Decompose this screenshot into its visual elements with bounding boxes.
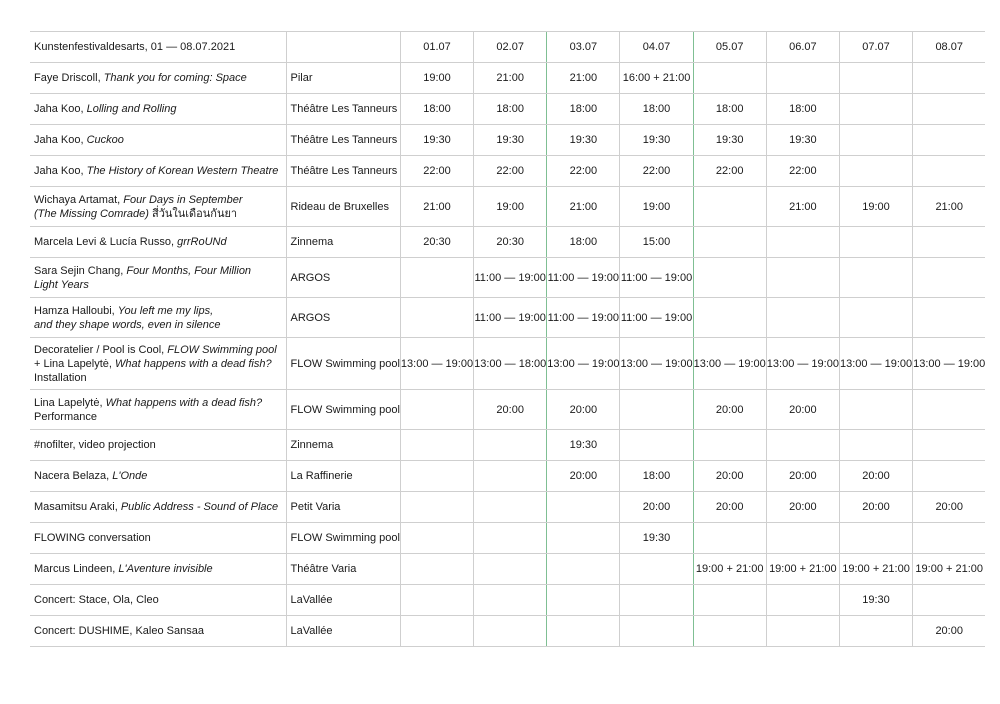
time-cell: 19:00 + 21:00 (693, 554, 766, 585)
time-cell (474, 554, 547, 585)
time-cell: 20:00 (766, 390, 839, 430)
time-cell (766, 430, 839, 461)
time-cell: 20:00 (839, 461, 912, 492)
event-text: Wichaya Artamat, (34, 193, 124, 206)
event-title (30, 390, 286, 430)
event-title (30, 492, 286, 523)
time-cell: 13:00 — 19:00 (547, 338, 620, 390)
event-title (30, 461, 286, 492)
time-cell: 19:30 (839, 585, 912, 616)
time-cell: 20:00 (474, 390, 547, 430)
festival-title: Kunstenfestivaldesarts, 01 — 08.07.2021 (30, 32, 286, 63)
venue-cell: Théâtre Varia (286, 554, 400, 585)
date-header: 01.07 (400, 32, 473, 63)
work-title: Light Years (34, 278, 89, 291)
time-cell: 13:00 — 19:00 (766, 338, 839, 390)
event-title (30, 430, 286, 461)
event-row (30, 585, 985, 616)
event-text: Performance (34, 410, 97, 423)
time-cell (400, 390, 473, 430)
time-cell: 22:00 (547, 156, 620, 187)
time-cell: 20:00 (839, 492, 912, 523)
time-cell: 19:30 (693, 125, 766, 156)
time-cell: 19:30 (400, 125, 473, 156)
time-cell: 20:00 (766, 492, 839, 523)
time-cell (839, 258, 912, 298)
venue-cell: ARGOS (286, 298, 400, 338)
event-text: #nofilter, video projection (34, 439, 156, 451)
time-cell: 18:00 (400, 94, 473, 125)
time-cell (400, 554, 473, 585)
event-title-line (34, 71, 286, 85)
time-cell: 19:00 (474, 187, 547, 227)
event-text: Marcela Levi & Lucía Russo, (34, 236, 178, 248)
time-cell: 22:00 (693, 156, 766, 187)
event-row (30, 298, 985, 338)
time-cell (839, 227, 912, 258)
work-title: FLOW Swimming pool (167, 343, 277, 356)
event-row (30, 554, 985, 585)
event-title-line (34, 371, 286, 385)
event-title-line (34, 193, 286, 207)
date-header: 02.07 (474, 32, 547, 63)
time-cell (913, 390, 986, 430)
time-cell: 11:00 — 19:00 (547, 298, 620, 338)
time-cell: 18:00 (474, 94, 547, 125)
time-cell: 16:00 + 21:00 (620, 63, 693, 94)
event-title-line (34, 235, 286, 249)
time-cell (474, 616, 547, 647)
time-cell: 20:00 (693, 492, 766, 523)
event-text: Concert: Stace, Ola, Cleo (34, 594, 159, 606)
time-cell (839, 94, 912, 125)
time-cell (400, 585, 473, 616)
event-title (30, 616, 286, 647)
event-title-line (34, 500, 286, 514)
time-cell: 19:30 (547, 125, 620, 156)
work-title: L'Aventure invisible (118, 563, 213, 575)
event-text: FLOWING conversation (34, 532, 151, 544)
time-cell (400, 430, 473, 461)
event-title (30, 338, 286, 390)
time-cell (693, 298, 766, 338)
time-cell (913, 63, 986, 94)
time-cell: 22:00 (400, 156, 473, 187)
venue-cell: Théâtre Les Tanneurs (286, 156, 400, 187)
time-cell: 13:00 — 19:00 (839, 338, 912, 390)
event-row (30, 258, 985, 298)
time-cell (913, 430, 986, 461)
time-cell (693, 227, 766, 258)
time-cell (400, 523, 473, 554)
time-cell (474, 430, 547, 461)
event-row (30, 616, 985, 647)
time-cell: 19:00 (839, 187, 912, 227)
time-cell (766, 258, 839, 298)
time-cell: 19:00 + 21:00 (766, 554, 839, 585)
work-title: Public Address - Sound of Place (120, 501, 279, 513)
event-title-line (34, 624, 286, 638)
time-cell: 21:00 (474, 63, 547, 94)
event-text: + Lina Lapelytė, (34, 357, 116, 370)
time-cell (766, 63, 839, 94)
time-cell (547, 492, 620, 523)
time-cell (839, 390, 912, 430)
time-cell (839, 298, 912, 338)
time-cell: 11:00 — 19:00 (474, 298, 547, 338)
event-title-line (34, 343, 286, 357)
event-title-line (34, 278, 286, 292)
time-cell (839, 616, 912, 647)
event-row (30, 125, 985, 156)
time-cell (620, 390, 693, 430)
event-text: Lina Lapelytė, (34, 396, 106, 409)
event-text: Installation (34, 371, 87, 384)
time-cell (693, 187, 766, 227)
work-title: L'Onde (112, 470, 148, 482)
venue-cell: Zinnema (286, 430, 400, 461)
event-title (30, 227, 286, 258)
time-cell: 20:30 (474, 227, 547, 258)
time-cell (693, 430, 766, 461)
venue-cell: FLOW Swimming pool (286, 338, 400, 390)
time-cell (547, 585, 620, 616)
time-cell: 22:00 (620, 156, 693, 187)
event-text: Jaha Koo, (34, 103, 87, 115)
time-cell (913, 461, 986, 492)
time-cell: 20:00 (693, 390, 766, 430)
time-cell (474, 523, 547, 554)
work-title: You left me my lips, (117, 304, 214, 317)
time-cell: 15:00 (620, 227, 693, 258)
event-title-line (34, 164, 286, 178)
event-text: Nacera Belaza, (34, 470, 113, 482)
time-cell (913, 298, 986, 338)
time-cell: 18:00 (693, 94, 766, 125)
event-row (30, 338, 985, 390)
event-text: Concert: DUSHIME, Kaleo Sansaa (34, 625, 204, 637)
event-title-line (34, 133, 286, 147)
schedule-table (30, 31, 985, 647)
event-row (30, 156, 985, 187)
event-title-line (34, 531, 286, 545)
time-cell: 20:00 (913, 492, 986, 523)
time-cell: 19:00 + 21:00 (913, 554, 986, 585)
time-cell: 20:30 (400, 227, 473, 258)
time-cell: 13:00 — 19:00 (620, 338, 693, 390)
time-cell: 18:00 (547, 227, 620, 258)
event-title (30, 258, 286, 298)
event-row (30, 63, 985, 94)
event-row (30, 492, 985, 523)
time-cell (913, 258, 986, 298)
venue-cell: FLOW Swimming pool (286, 523, 400, 554)
event-text: Decoratelier / Pool is Cool, (34, 343, 168, 356)
time-cell: 18:00 (620, 461, 693, 492)
time-cell (693, 585, 766, 616)
event-title-line (34, 264, 286, 278)
date-header: 08.07 (913, 32, 986, 63)
venue-cell: Pilar (286, 63, 400, 94)
event-text: Masamitsu Araki, (34, 501, 121, 513)
time-cell (839, 430, 912, 461)
time-cell (766, 298, 839, 338)
time-cell: 19:00 (400, 63, 473, 94)
time-cell: 20:00 (547, 461, 620, 492)
event-text: Jaha Koo, (34, 165, 87, 177)
event-text: Marcus Lindeen, (34, 563, 119, 575)
event-text: Hamza Halloubi, (34, 304, 118, 317)
time-cell (620, 616, 693, 647)
time-cell: 19:30 (766, 125, 839, 156)
time-cell: 20:00 (913, 616, 986, 647)
time-cell (474, 492, 547, 523)
time-cell: 20:00 (693, 461, 766, 492)
time-cell (839, 63, 912, 94)
time-cell: 21:00 (547, 187, 620, 227)
work-title: What happens with a dead fish? (105, 396, 263, 409)
time-cell (839, 523, 912, 554)
schedule-body (30, 32, 985, 647)
time-cell: 13:00 — 19:00 (693, 338, 766, 390)
event-title-line (34, 438, 286, 452)
time-cell: 21:00 (400, 187, 473, 227)
time-cell (620, 430, 693, 461)
event-title-line (34, 396, 286, 410)
time-cell: 19:00 (620, 187, 693, 227)
work-title: Cuckoo (86, 134, 124, 146)
work-title: The History of Korean Western Theatre (86, 165, 279, 177)
time-cell: 11:00 — 19:00 (547, 258, 620, 298)
time-cell: 22:00 (766, 156, 839, 187)
event-row (30, 390, 985, 430)
venue-cell: Petit Varia (286, 492, 400, 523)
time-cell (474, 461, 547, 492)
event-title-line (34, 357, 286, 371)
event-title (30, 63, 286, 94)
time-cell (693, 258, 766, 298)
time-cell: 13:00 — 19:00 (400, 338, 473, 390)
time-cell (839, 125, 912, 156)
event-title (30, 523, 286, 554)
venue-cell: Zinnema (286, 227, 400, 258)
time-cell (913, 156, 986, 187)
event-row (30, 430, 985, 461)
event-row (30, 461, 985, 492)
time-cell (400, 258, 473, 298)
time-cell: 18:00 (766, 94, 839, 125)
work-title: Four Days in September (123, 193, 243, 206)
event-title-line (34, 593, 286, 607)
venue-cell: LaVallée (286, 585, 400, 616)
time-cell: 19:30 (547, 430, 620, 461)
event-title-line (34, 562, 286, 576)
venue-cell: Théâtre Les Tanneurs (286, 125, 400, 156)
time-cell (400, 616, 473, 647)
time-cell: 22:00 (474, 156, 547, 187)
time-cell (547, 554, 620, 585)
time-cell (547, 523, 620, 554)
event-title (30, 554, 286, 585)
time-cell: 13:00 — 19:00 (913, 338, 986, 390)
event-title-line (34, 469, 286, 483)
time-cell (913, 94, 986, 125)
time-cell (766, 523, 839, 554)
date-header: 03.07 (547, 32, 620, 63)
time-cell: 19:30 (474, 125, 547, 156)
time-cell (620, 585, 693, 616)
time-cell: 21:00 (547, 63, 620, 94)
work-title: Thank you for coming: Space (103, 72, 247, 84)
event-text: Sara Sejin Chang, (34, 264, 127, 277)
event-text: Faye Driscoll, (34, 72, 104, 84)
time-cell (693, 616, 766, 647)
date-header: 06.07 (766, 32, 839, 63)
venue-cell: FLOW Swimming pool (286, 390, 400, 430)
work-title: (The Missing Comrade) (34, 207, 149, 220)
time-cell (766, 616, 839, 647)
time-cell (693, 63, 766, 94)
venue-cell: Théâtre Les Tanneurs (286, 94, 400, 125)
time-cell (620, 554, 693, 585)
time-cell (547, 616, 620, 647)
event-row (30, 187, 985, 227)
time-cell: 20:00 (620, 492, 693, 523)
time-cell (913, 523, 986, 554)
time-cell: 18:00 (620, 94, 693, 125)
event-title-line (34, 410, 286, 424)
time-cell: 13:00 — 18:00 (474, 338, 547, 390)
work-title: What happens with a dead fish? (115, 357, 272, 370)
time-cell: 20:00 (547, 390, 620, 430)
event-title-line (34, 207, 286, 221)
time-cell: 11:00 — 19:00 (474, 258, 547, 298)
date-header: 05.07 (693, 32, 766, 63)
time-cell (474, 585, 547, 616)
event-title (30, 125, 286, 156)
time-cell (400, 492, 473, 523)
event-row (30, 523, 985, 554)
event-text: สี่วันในเดือนกันยา (148, 207, 238, 220)
event-title-line (34, 318, 286, 332)
time-cell: 19:30 (620, 125, 693, 156)
time-cell (400, 461, 473, 492)
event-title (30, 585, 286, 616)
time-cell: 19:00 + 21:00 (839, 554, 912, 585)
time-cell: 11:00 — 19:00 (620, 258, 693, 298)
work-title: Lolling and Rolling (86, 103, 177, 115)
work-title: grrRoUNd (177, 236, 227, 248)
work-title: and they shape words, even in silence (34, 318, 221, 331)
time-cell: 20:00 (766, 461, 839, 492)
time-cell: 11:00 — 19:00 (620, 298, 693, 338)
venue-cell: ARGOS (286, 258, 400, 298)
time-cell: 21:00 (913, 187, 986, 227)
event-title (30, 187, 286, 227)
time-cell (766, 227, 839, 258)
time-cell (913, 227, 986, 258)
time-cell: 21:00 (766, 187, 839, 227)
event-row (30, 227, 985, 258)
venue-cell: La Raffinerie (286, 461, 400, 492)
event-title-line (34, 102, 286, 116)
venue-cell: LaVallée (286, 616, 400, 647)
event-row (30, 94, 985, 125)
event-title (30, 156, 286, 187)
time-cell: 18:00 (547, 94, 620, 125)
time-cell (766, 585, 839, 616)
event-title (30, 298, 286, 338)
venue-cell: Rideau de Bruxelles (286, 187, 400, 227)
header-row (30, 32, 985, 63)
event-text: Jaha Koo, (34, 134, 87, 146)
date-header: 07.07 (839, 32, 912, 63)
date-header: 04.07 (620, 32, 693, 63)
work-title: Four Months, Four Million (126, 264, 252, 277)
time-cell (839, 156, 912, 187)
time-cell (400, 298, 473, 338)
time-cell (693, 523, 766, 554)
venue-column-header (286, 32, 400, 63)
time-cell: 19:30 (620, 523, 693, 554)
event-title-line (34, 304, 286, 318)
event-title (30, 94, 286, 125)
time-cell (913, 585, 986, 616)
time-cell (913, 125, 986, 156)
